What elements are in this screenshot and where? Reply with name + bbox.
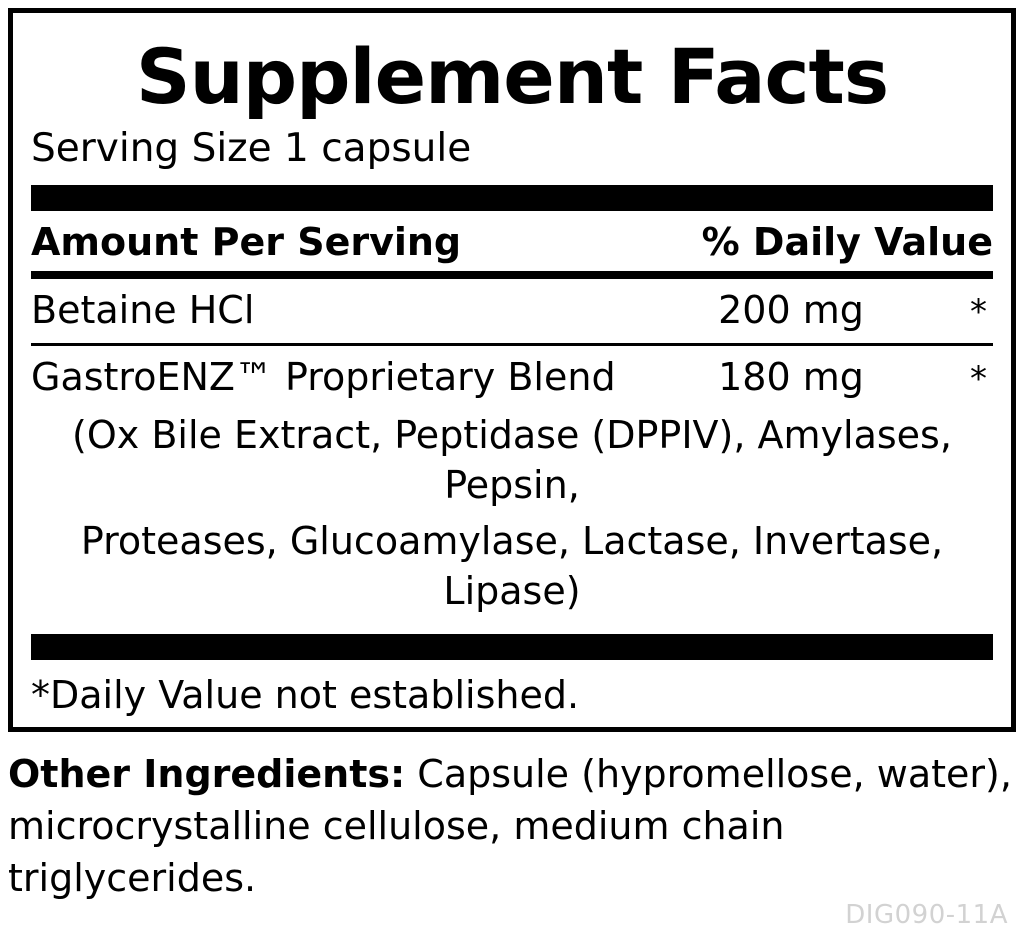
table-row [31,279,993,343]
blend-detail-line-1: (Ox Bile Extract, Peptidase (DPPIV), Amylases, Pepsin, [72,413,952,507]
ingredient-amount: 180 mg [718,355,864,399]
table-header-row [31,211,993,271]
page-title: Supplement Facts [135,32,889,121]
daily-value-footnote: *Daily Value not established. [31,673,580,717]
other-ingredients [8,748,1016,904]
supplement-facts-panel [8,8,1016,732]
ingredient-name: Betaine HCl [31,288,255,332]
daily-value-header: % Daily Value [701,220,993,264]
table-row [31,346,993,410]
serving-size: Serving Size 1 capsule [31,126,472,171]
ingredient-daily-value: * [970,292,987,332]
blend-detail-line-2: Proteases, Glucoamylase, Lactase, Invertase, Lipase) [80,519,944,613]
amount-per-serving-header: Amount Per Serving [31,220,462,264]
divider-under-header [31,271,993,279]
ingredient-daily-value: * [970,359,987,399]
divider-thick-top [31,185,993,211]
ingredient-amount: 200 mg [718,288,864,332]
ingredient-name: GastroENZ™ Proprietary Blend [31,355,616,399]
other-ingredients-label: Other Ingredients: [8,752,406,796]
product-code: DIG090-11A [845,900,1008,930]
divider-thick-bottom [31,634,993,660]
other-ingredients-text: Capsule (hypromellose, water), microcrystalline cellulose, medium chain triglycerides. [8,752,1012,900]
